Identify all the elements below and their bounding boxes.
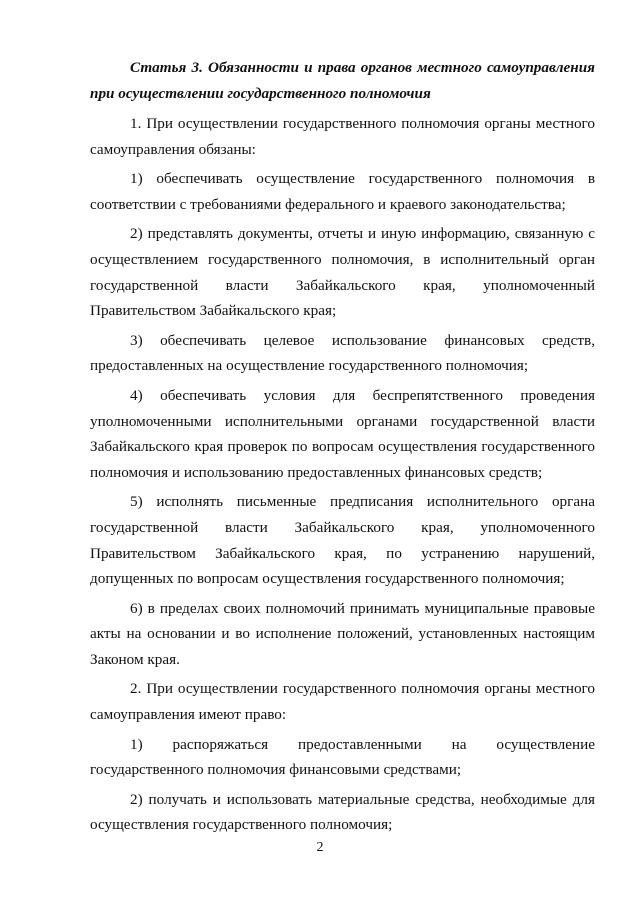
article-title: Статья 3. Обязанности и права органов местного самоуправления при осуществлении государственного полномочия: [90, 59, 595, 102]
paragraph-2: 2. При осуществлении государственного полномочия органы местного самоуправления имеют право:: [90, 680, 595, 724]
paragraph-1-6: 6) в пределах своих полномочий принимать муниципальные правовые акты на основании и во исполнение положений, установленных настоящим Законом края.: [90, 599, 595, 668]
paragraph-1-1: 1) обеспечивать осуществление государственного полномочия в соответствии с требованиями федерального и краевого законодательства;: [90, 170, 595, 213]
paragraph-1-5: 5) исполнять письменные предписания исполнительного органа государственной власти Забайкальского края, уполномоченного Правительством Забайкальского края, по устранению нарушений, допущенных по вопросам осуществления государственного полномочия;: [90, 493, 595, 588]
paragraph-1-3: 3) обеспечивать целевое использование финансовых средств, предоставленных на осуществление государственного полномочия;: [90, 331, 595, 375]
page-number: 2: [316, 840, 324, 855]
paragraph-1-4: 4) обеспечивать условия для беспрепятственного проведения уполномоченными исполнительными органами государственной власти Забайкальского края проверок по вопросам осуществления государственного полномочия и использованию предоставленных финансовых средств;: [90, 386, 595, 481]
document-body: [90, 55, 595, 838]
paragraph-2-1: 1) распоряжаться предоставленными на осуществление государственного полномочия финансовыми средствами;: [90, 735, 595, 779]
paragraph-2-2: 2) получать и использовать материальные средства, необходимые для осуществления государственного полномочия;: [90, 790, 595, 834]
paragraph-1: 1. При осуществлении государственного полномочия органы местного самоуправления обязаны:: [90, 115, 595, 158]
paragraph-1-2: 2) представлять документы, отчеты и иную информацию, связанную с осуществлением государственного полномочия, в исполнительный орган государственной власти Забайкальского края, уполномоченный Правительством Забайкальского края;: [90, 225, 595, 320]
